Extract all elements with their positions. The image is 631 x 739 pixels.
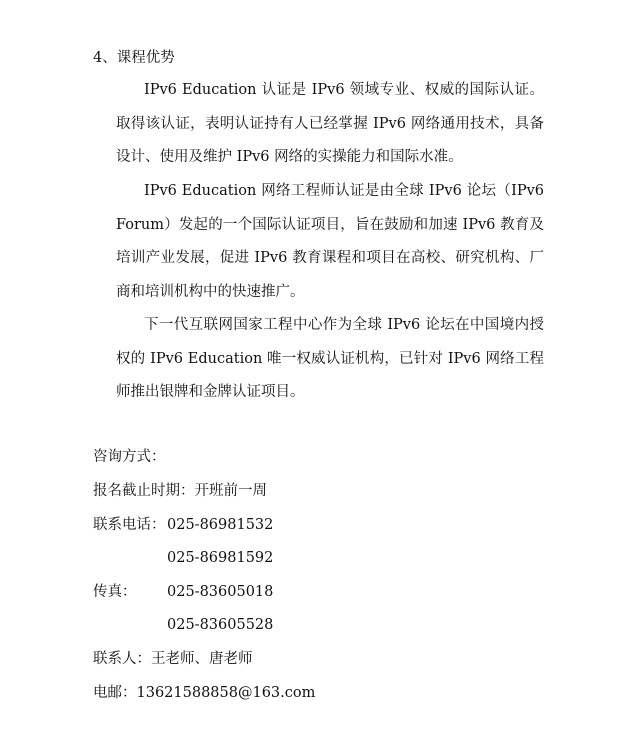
contact-person: 联系人：王老师、唐老师 (93, 651, 253, 667)
fax-number-2: 025-83605528 (167, 617, 274, 633)
paragraph-certification-intro: IPv6 Education 认证是 IPv6 领域专业、权威的国际认证。取得该认证，表明认证持有人已经掌握 IPv6 网络通用技术，具备设计、使用及维护 IPv6 网络的实操能力和国际水准。 (116, 82, 544, 165)
phone-number-1: 025-86981532 (167, 517, 274, 533)
fax-label: 传真： (93, 584, 137, 600)
paragraph-certification-project: IPv6 Education 网络工程师认证是由全球 IPv6 论坛（IPv6 Forum）发起的一个国际认证项目，旨在鼓励和加速 IPv6 教育及培训产业发展，促进 IPv6 教育课程和项目在高校、研究机构、厂商和培训机构中的快速推广。 (116, 183, 544, 300)
section-heading: 4、课程优势 (93, 50, 175, 66)
phone-label: 联系电话： (93, 517, 166, 533)
contact-title: 咨询方式： (93, 449, 166, 465)
fax-number-1: 025-83605018 (167, 584, 274, 600)
paragraph-certification-authority: 下一代互联网国家工程中心作为全球 IPv6 论坛在中国境内授权的 IPv6 Education 唯一权威认证机构，已针对 IPv6 网络工程师推出银牌和金牌认证项目。 (116, 317, 544, 400)
registration-deadline: 报名截止时期：开班前一周 (93, 483, 267, 499)
phone-number-2: 025-86981592 (167, 550, 274, 566)
contact-email: 电邮：13621588858@163.com (93, 685, 316, 701)
